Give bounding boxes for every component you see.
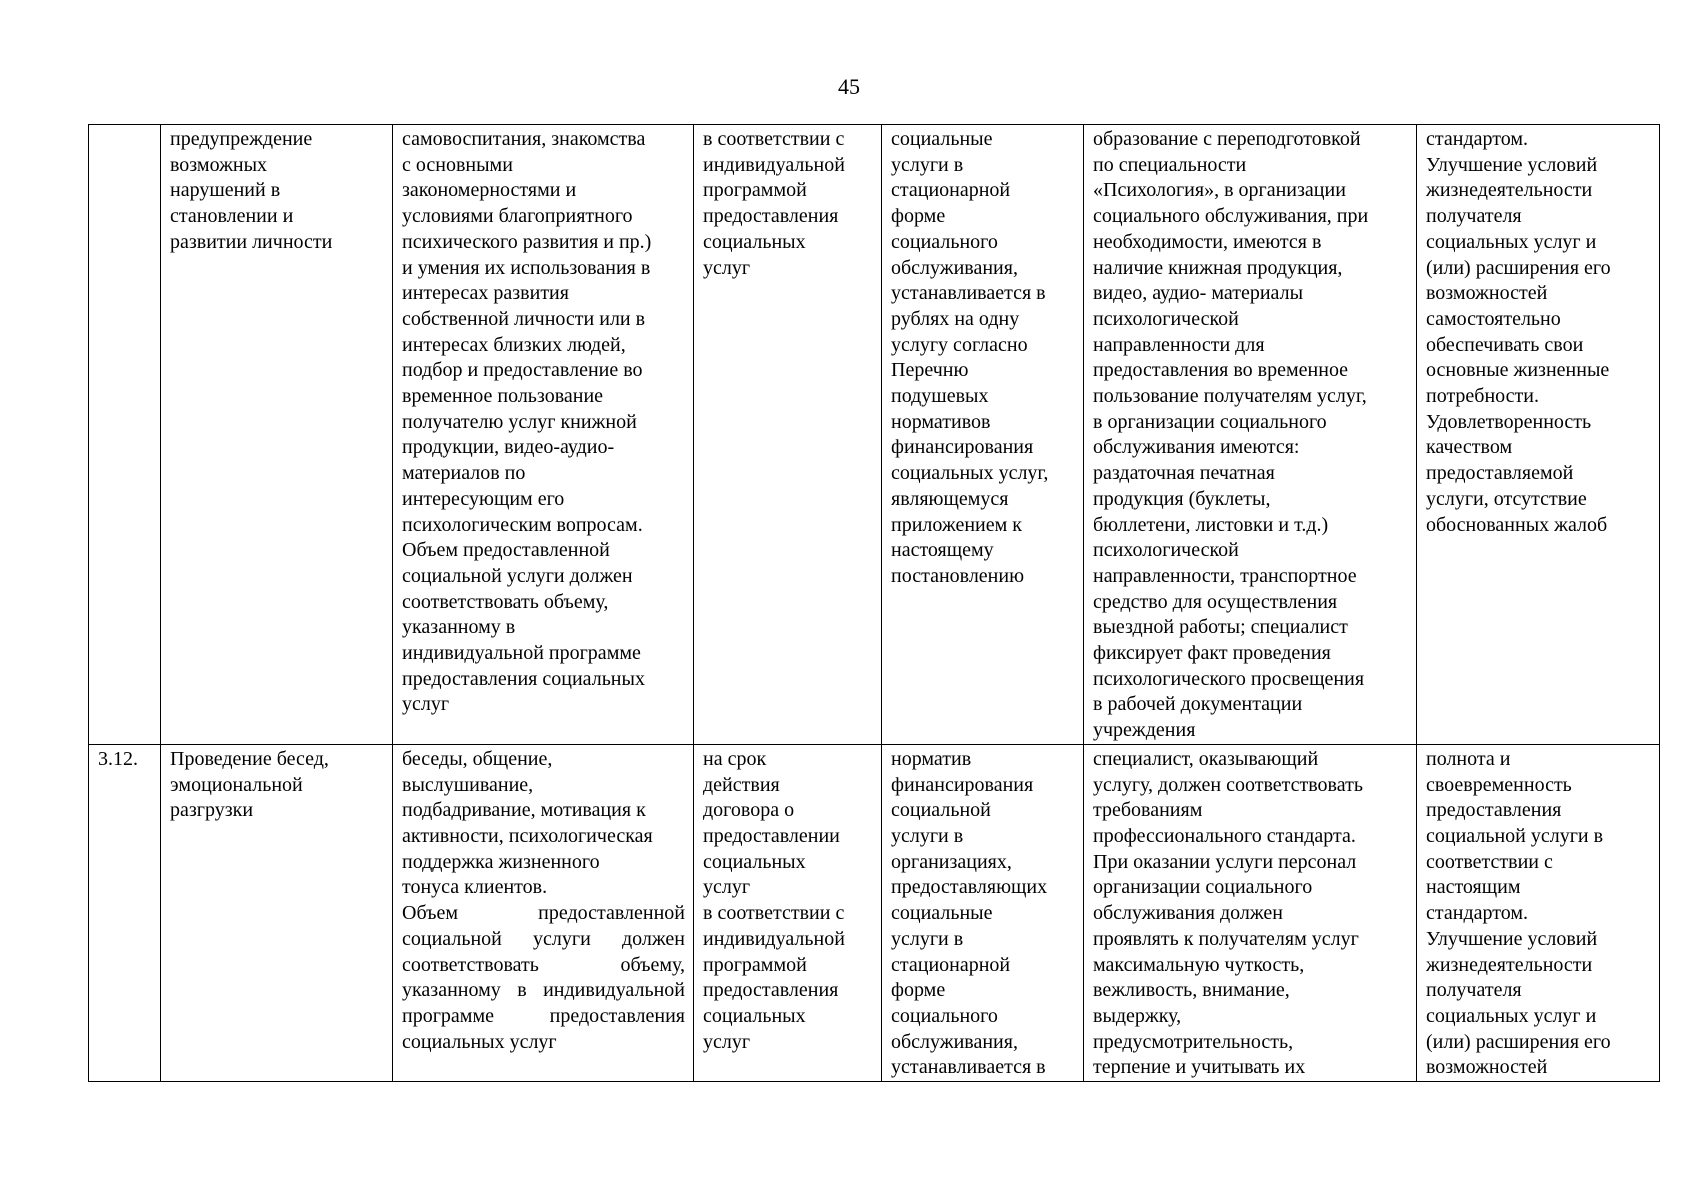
cell-service-description: самовоспитания, знакомства с основными закономерностями и условиями благоприятного психического развития и пр.) и умения их использования в интересах развития собственной личности или в интересах близких людей, подбор и предоставление во временное пользование получателю услуг книжной продукции, видео-аудио- материалов по интересующим его психологическим вопросам. Объем предоставленной социальной услуги должен соответствовать объему, указанному в индивидуальной программе предоставления социальных услуг	[393, 125, 694, 745]
cell-service-name: предупреждение возможных нарушений в становлении и развитии личности	[161, 125, 393, 745]
cell-service-conditions: образование с переподготовкой по специальности «Психология», в организации социального обслуживания, при необходимости, имеются в наличие книжная продукция, видео, аудио- материалы психологической направленности для предоставления во временное пользование получателям услуг, в организации социального обслуживания имеются: раздаточная печатная продукция (буклеты, бюллетени, листовки и т.д.) психологической направленности, транспортное средство для осуществления выездной работы; специалист фиксирует факт проведения психологического просвещения в рабочей документации учреждения	[1084, 125, 1417, 745]
cell-service-term: на срок действия договора о предоставлении социальных услуг в соответствии с индивидуальной программой предоставления социальных услуг	[694, 744, 882, 1081]
table-row	[89, 744, 1660, 1081]
page-number: 45	[838, 74, 860, 99]
cell-financing-norm: норматив финансирования социальной услуги в организациях, предоставляющих социальные услуги в стационарной форме социального обслуживания, устанавливается в	[882, 744, 1084, 1081]
cell-quality-indicators: стандартом. Улучшение условий жизнедеятельности получателя социальных услуг и (или) расширения его возможностей самостоятельно обеспечивать свои основные жизненные потребности. Удовлетворенность качеством предоставляемой услуги, отсутствие обоснованных жалоб	[1417, 125, 1660, 745]
services-table	[88, 124, 1660, 1082]
cell-service-name: Проведение бесед, эмоциональной разгрузки	[161, 744, 393, 1081]
cell-number	[89, 125, 161, 745]
cell-service-term: в соответствии с индивидуальной программой предоставления социальных услуг	[694, 125, 882, 745]
cell-financing-norm: социальные услуги в стационарной форме социального обслуживания, устанавливается в рублях на одну услугу согласно Перечню подушевых нормативов финансирования социальных услуг, являющемуся приложением к настоящему постановлению	[882, 125, 1084, 745]
cell-service-conditions: специалист, оказывающий услугу, должен соответствовать требованиям профессионального стандарта. При оказании услуги персонал организации социального обслуживания должен проявлять к получателям услуг максимальную чуткость, вежливость, внимание, выдержку, предусмотрительность, терпение и учитывать их	[1084, 744, 1417, 1081]
cell-quality-indicators: полнота и своевременность предоставления социальной услуги в соответствии с настоящим стандартом. Улучшение условий жизнедеятельности получателя социальных услуг и (или) расширения его возможностей	[1417, 744, 1660, 1081]
table-row	[89, 125, 1660, 745]
cell-number: 3.12.	[89, 744, 161, 1081]
cell-service-description: беседы, общение, выслушивание, подбадривание, мотивация к активности, психологическая поддержка жизненного тонуса клиентов. Объем предоставленной социальной услуги должен соответствовать объему, указанному в индивидуальной программе предоставления социальных услуг	[393, 744, 694, 1081]
